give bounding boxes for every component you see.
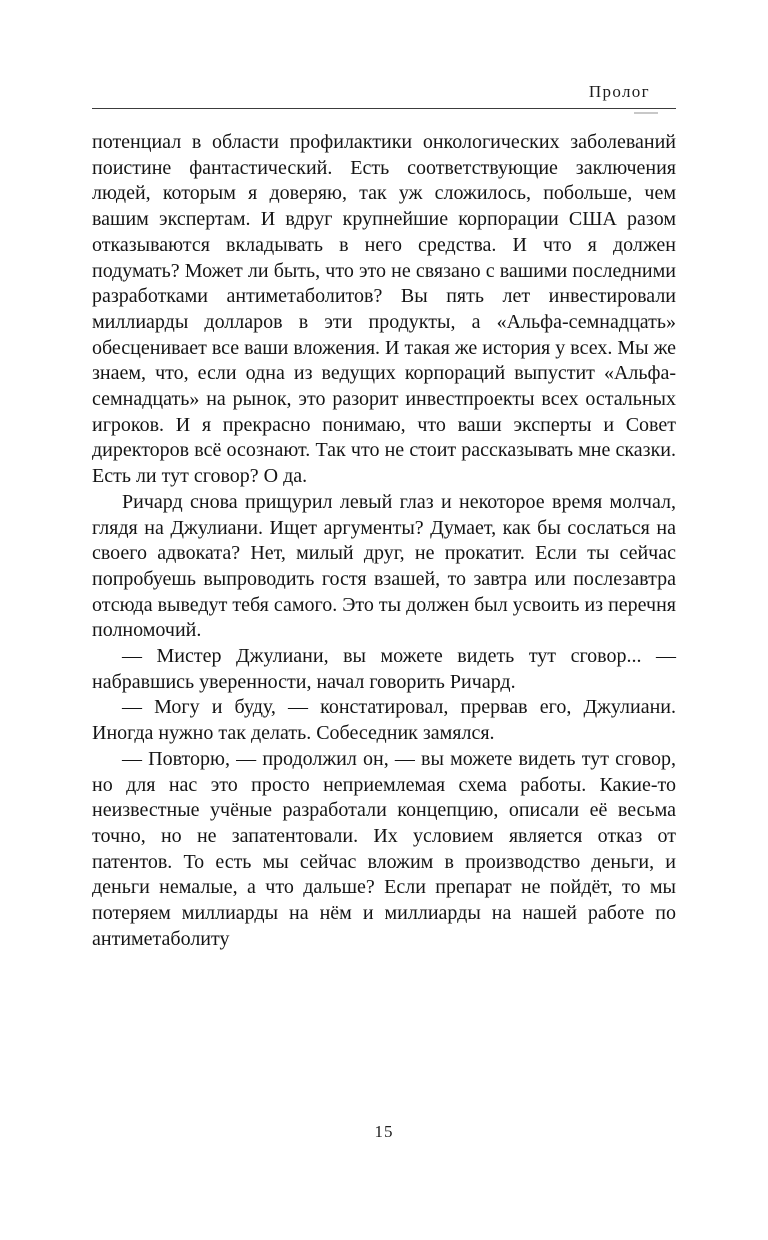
page-number: 15 xyxy=(374,1122,394,1141)
paragraph: — Могу и буду, — констатировал, прервав его, Джулиани. Иногда нужно так делать. Собеседник замялся. xyxy=(92,696,676,745)
body-text xyxy=(92,130,676,953)
paragraph: — Повторю, — продолжил он, — вы можете видеть тут сговор, но для нас это просто неприемлемая схема работы. Какие-то неизвестные учёные разработали концепцию, описали её весьма точно, но не запатентовали. Их условием является отказ от патентов. То есть мы сейчас вложим в производство деньги, и деньги немалые, а что дальше? Если препарат не пойдёт, то мы потеряем миллиарды на нём и миллиарды на нашей работе по антиметаболиту xyxy=(92,747,676,950)
paragraph: потенциал в области профилактики онкологических заболеваний поистине фантастический. Есть соответствующие заключения людей, которым я доверяю, так уж сложилось, побольше, чем вашим экспертам. И вдруг крупнейшие корпорации США разом отказываются вкладывать в него средства. И что я должен подумать? Может ли быть, что это не связано с вашими последними разработками антиметаболитов? Вы пять лет инвестировали миллиарды долларов в эти продукты, а «Альфа-семнадцать» обесценивает все ваши вложения. И такая же история у всех. Мы же знаем, что, если одна из ведущих корпораций выпустит «Альфа-семнадцать» на рынок, это разорит инвестпроекты всех остальных игроков. И я прекрасно понимаю, что ваши эксперты и Совет директоров всё осознают. Так что не стоит рассказывать мне сказки. Есть ли тут сговор? О да. xyxy=(92,131,676,488)
running-header-title: Пролог xyxy=(588,82,650,101)
header-rule xyxy=(92,108,676,109)
running-header xyxy=(92,82,676,109)
paragraph: Ричард снова прищурил левый глаз и некоторое время молчал, глядя на Джулиани. Ищет аргументы? Думает, как бы сослаться на своего адвоката? Нет, милый друг, не прокатит. Если ты сейчас попробуешь выпроводить гостя взашей, то завтра или послезавтра отсюда выведут тебя самого. Это ты должен был усвоить из перечня полномочий. xyxy=(92,490,676,642)
header-rule-tick xyxy=(634,112,658,114)
paragraph: — Мистер Джулиани, вы можете видеть тут сговор... — набравшись уверенности, начал говорить Ричард. xyxy=(92,645,676,693)
